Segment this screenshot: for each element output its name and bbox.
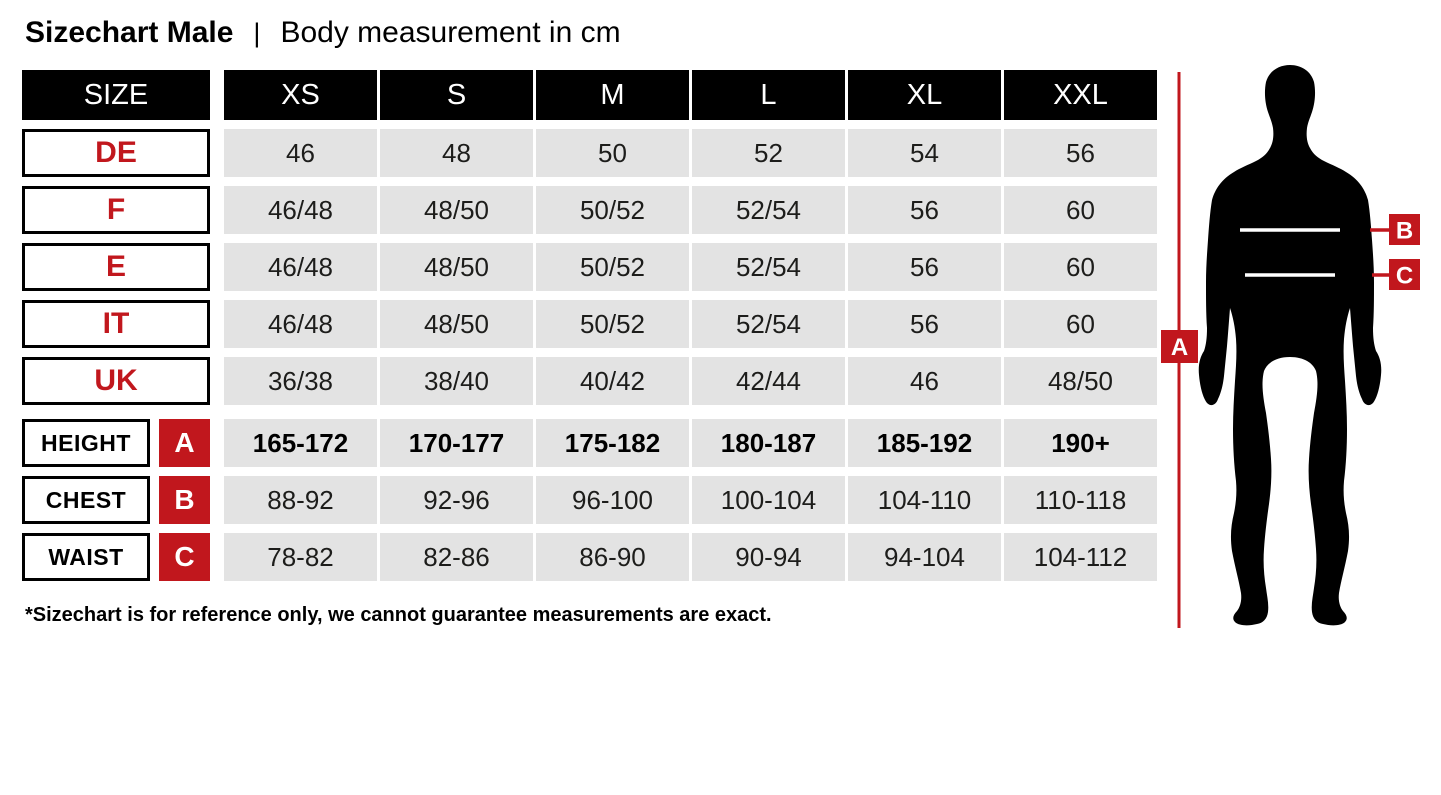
cell-chest-m: 96-100	[536, 476, 689, 524]
cell-chest-xl: 104-110	[848, 476, 1001, 524]
marker-a-badge: A	[159, 419, 210, 467]
cell-e-xs: 46/48	[224, 243, 377, 291]
cell-e-m: 50/52	[536, 243, 689, 291]
page-title	[25, 16, 621, 50]
size-col-header-xl: XL	[848, 70, 1001, 120]
cell-height-xxl: 190+	[1004, 419, 1157, 467]
table-row-chest	[22, 476, 1157, 524]
cell-f-xl: 56	[848, 186, 1001, 234]
cell-chest-xxl: 110-118	[1004, 476, 1157, 524]
table-row-uk	[22, 357, 1157, 405]
cell-uk-l: 42/44	[692, 357, 845, 405]
cell-waist-s: 82-86	[380, 533, 533, 581]
figure-marker-a-label: A	[1170, 334, 1189, 361]
cell-de-m: 50	[536, 129, 689, 177]
cell-e-xl: 56	[848, 243, 1001, 291]
size-header-cell: SIZE	[22, 70, 210, 120]
figure-marker-c-label: C	[1395, 262, 1414, 290]
cell-de-xl: 54	[848, 129, 1001, 177]
cell-height-m: 175-182	[536, 419, 689, 467]
cell-f-s: 48/50	[380, 186, 533, 234]
cell-height-s: 170-177	[380, 419, 533, 467]
table-row-f	[22, 186, 1157, 234]
figure-marker-b-label: B	[1395, 217, 1414, 245]
cell-uk-xl: 46	[848, 357, 1001, 405]
table-row-waist	[22, 533, 1157, 581]
cell-f-l: 52/54	[692, 186, 845, 234]
table-row-e	[22, 243, 1157, 291]
row-label-uk: UK	[22, 357, 210, 405]
cell-it-xs: 46/48	[224, 300, 377, 348]
cell-chest-s: 92-96	[380, 476, 533, 524]
cell-f-m: 50/52	[536, 186, 689, 234]
cell-waist-l: 90-94	[692, 533, 845, 581]
title-subtitle: Body measurement in cm	[280, 16, 621, 49]
cell-chest-xs: 88-92	[224, 476, 377, 524]
cell-de-xxl: 56	[1004, 129, 1157, 177]
row-label-f: F	[22, 186, 210, 234]
cell-waist-xs: 78-82	[224, 533, 377, 581]
footnote: *Sizechart is for reference only, we cannot guarantee measurements are exact.	[25, 604, 772, 626]
cell-uk-m: 40/42	[536, 357, 689, 405]
marker-c-badge: C	[159, 533, 210, 581]
body-measurement-figure	[1150, 58, 1441, 638]
cell-chest-l: 100-104	[692, 476, 845, 524]
cell-de-xs: 46	[224, 129, 377, 177]
cell-de-s: 48	[380, 129, 533, 177]
size-col-header-xs: XS	[224, 70, 377, 120]
row-label-height: HEIGHT	[22, 419, 150, 467]
title-main: Sizechart Male	[25, 16, 234, 49]
cell-waist-xxl: 104-112	[1004, 533, 1157, 581]
size-col-header-l: L	[692, 70, 845, 120]
cell-waist-xl: 94-104	[848, 533, 1001, 581]
table-row-it	[22, 300, 1157, 348]
size-col-header-s: S	[380, 70, 533, 120]
row-label-de: DE	[22, 129, 210, 177]
row-label-waist: WAIST	[22, 533, 150, 581]
row-label-e: E	[22, 243, 210, 291]
size-col-header-xxl: XXL	[1004, 70, 1157, 120]
cell-height-l: 180-187	[692, 419, 845, 467]
header-label-slot	[22, 70, 210, 120]
row-label-it: IT	[22, 300, 210, 348]
cell-waist-m: 86-90	[536, 533, 689, 581]
cell-height-xs: 165-172	[224, 419, 377, 467]
male-body-silhouette	[1199, 65, 1382, 625]
cell-f-xxl: 60	[1004, 186, 1157, 234]
cell-e-xxl: 60	[1004, 243, 1157, 291]
cell-it-l: 52/54	[692, 300, 845, 348]
cell-f-xs: 46/48	[224, 186, 377, 234]
cell-uk-s: 38/40	[380, 357, 533, 405]
table-row-de	[22, 129, 1157, 177]
cell-it-m: 50/52	[536, 300, 689, 348]
cell-uk-xs: 36/38	[224, 357, 377, 405]
size-table	[22, 70, 1157, 590]
row-label-chest: CHEST	[22, 476, 150, 524]
marker-b-badge: B	[159, 476, 210, 524]
cell-uk-xxl: 48/50	[1004, 357, 1157, 405]
cell-e-l: 52/54	[692, 243, 845, 291]
table-row-height	[22, 419, 1157, 467]
table-header-row	[22, 70, 1157, 120]
size-col-header-m: M	[536, 70, 689, 120]
cell-it-s: 48/50	[380, 300, 533, 348]
cell-height-xl: 185-192	[848, 419, 1001, 467]
cell-e-s: 48/50	[380, 243, 533, 291]
male-silhouette-icon	[1150, 58, 1441, 638]
cell-it-xl: 56	[848, 300, 1001, 348]
cell-it-xxl: 60	[1004, 300, 1157, 348]
title-separator: |	[253, 18, 261, 48]
cell-de-l: 52	[692, 129, 845, 177]
